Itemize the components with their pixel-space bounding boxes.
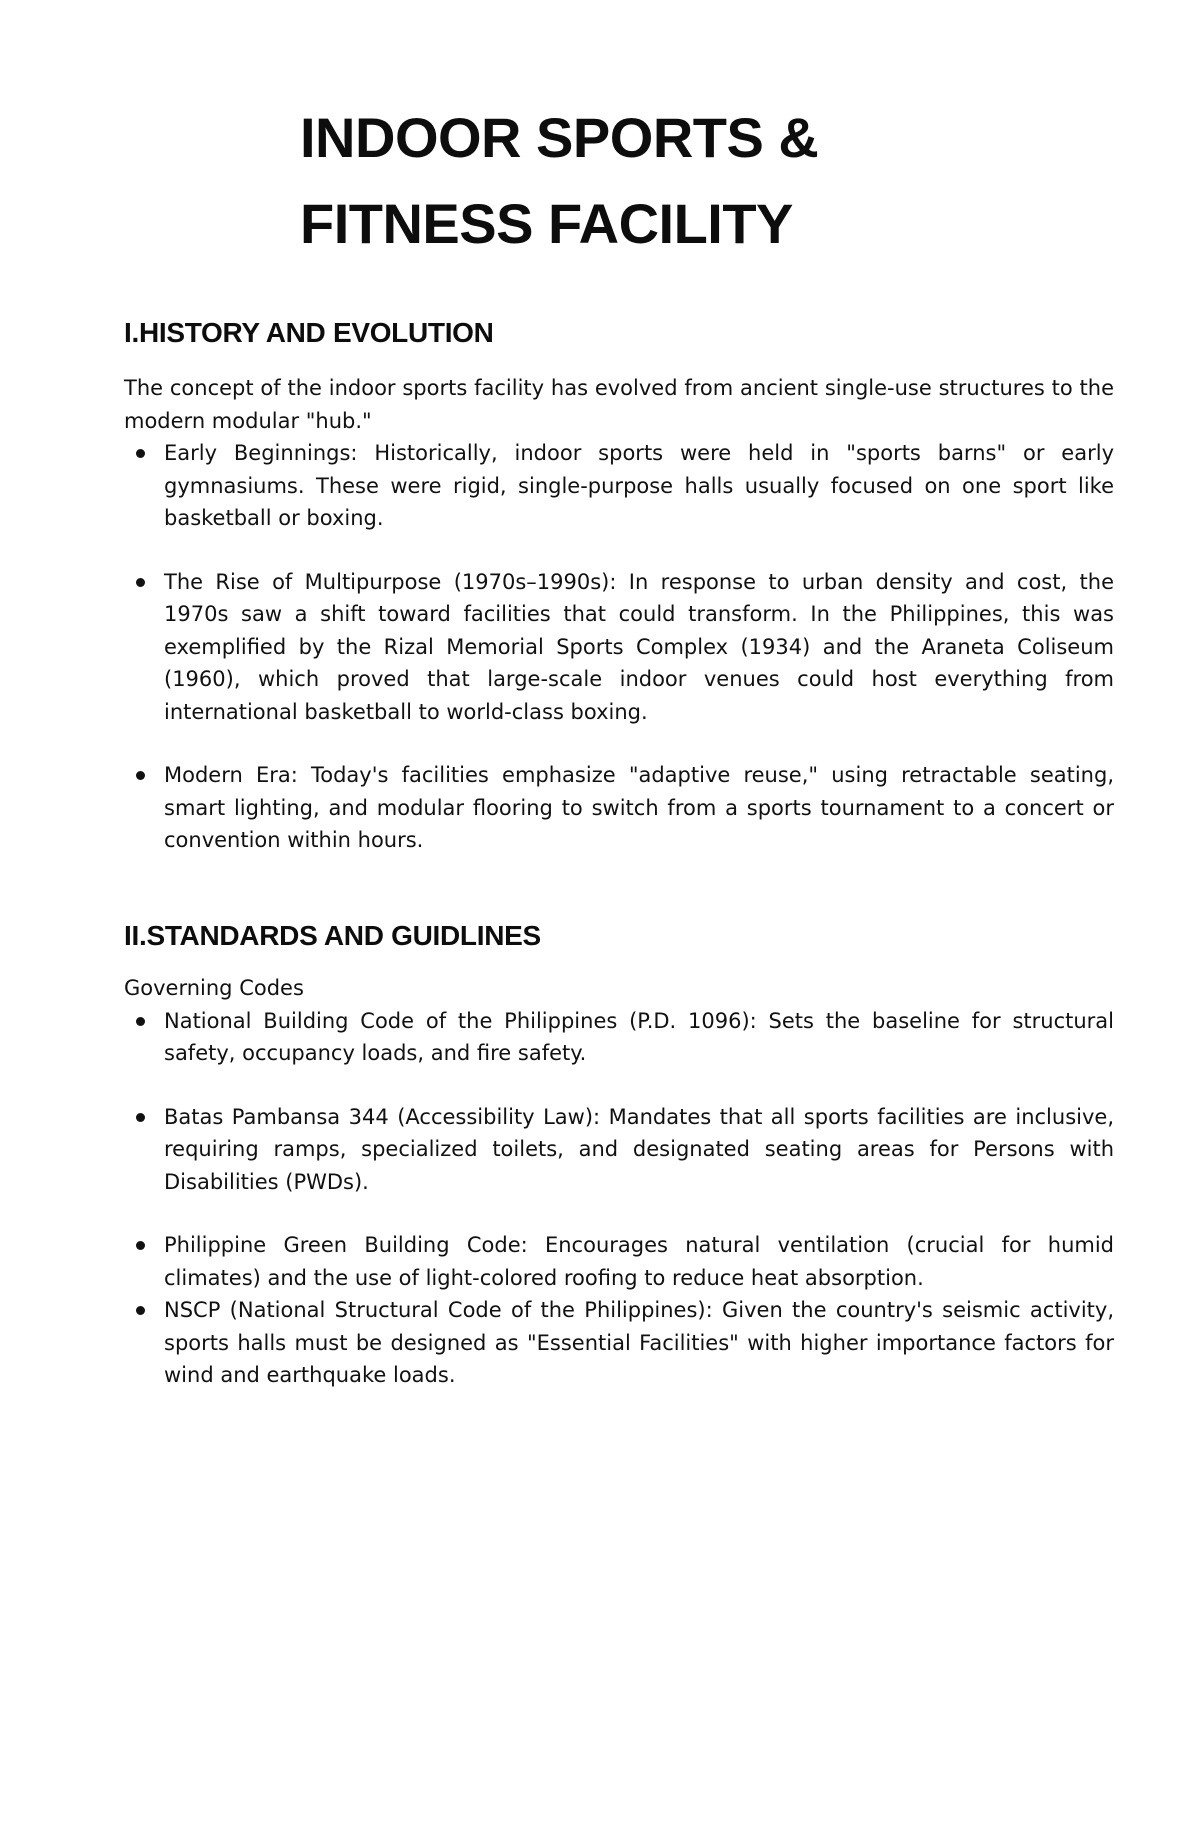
bullet-text: The Rise of Multipurpose (1970s–1990s): In response to urban density and cost, the 1970s saw a shift toward facilities that could transform. In the Philippines, this was exemplified by the Rizal Memorial Sports Complex (1934) and the Araneta Coliseum (1960), which proved that large-scale indoor venues could host everything from international basketball to world-class boxing. (164, 569, 1114, 724)
bullet-modern-era (124, 759, 1114, 857)
page-title (300, 95, 1020, 267)
page-title-line-1: INDOOR SPORTS & (300, 106, 819, 169)
standards-bullet-list (124, 1005, 1114, 1392)
bullet-batas-pambansa-344 (124, 1101, 1114, 1199)
page-title-line-2: FITNESS FACILITY (300, 192, 793, 255)
section-heading-history: I.HISTORY AND EVOLUTION (124, 317, 494, 348)
section-standards (124, 918, 1114, 1392)
bullet-dot (136, 1017, 145, 1026)
section-heading-standards: II.STANDARDS AND GUIDLINES (124, 920, 541, 951)
history-bullet-list (124, 437, 1114, 857)
bullet-dot (136, 771, 145, 780)
section-intro-history: The concept of the indoor sports facility has evolved from ancient single-use structures to the modern modular "hub." (124, 376, 1114, 433)
bullet-nscp (124, 1294, 1114, 1392)
bullet-dot (136, 578, 145, 587)
bullet-text: National Building Code of the Philippines (P.D. 1096): Sets the baseline for structural safety, occupancy loads, and fire safety. (164, 1008, 1114, 1065)
bullet-rise-of-multipurpose (124, 566, 1114, 729)
bullet-text: Batas Pambansa 344 (Accessibility Law): Mandates that all sports facilities are inclusive, requiring ramps, specialized toilets, and designated seating areas for Persons with Disabilities (PWDs). (164, 1104, 1114, 1194)
bullet-early-beginnings (124, 437, 1114, 535)
bullet-text: Philippine Green Building Code: Encourages natural ventilation (crucial for humid climates) and the use of light-colored roofing to reduce heat absorption. (164, 1233, 1114, 1290)
section-intro-standards: Governing Codes (124, 976, 304, 1000)
bullet-green-building-code (124, 1229, 1114, 1294)
bullet-dot (136, 449, 145, 458)
section-history (124, 315, 1114, 857)
bullet-text: Modern Era: Today's facilities emphasize "adaptive reuse," using retractable seating, smart lighting, and modular flooring to switch from a sports tournament to a concert or convention within hours. (164, 763, 1114, 852)
bullet-text: Early Beginnings: Historically, indoor sports were held in "sports barns" or early gymnasiums. These were rigid, single-purpose halls usually focused on one sport like basketball or boxing. (164, 441, 1114, 530)
bullet-national-building-code (124, 1005, 1114, 1070)
bullet-dot (136, 1113, 145, 1122)
bullet-dot (136, 1306, 145, 1315)
bullet-dot (136, 1241, 145, 1250)
bullet-text: NSCP (National Structural Code of the Philippines): Given the country's seismic activity, sports halls must be designed as "Essential Facilities" with higher importance factors for wind and earthquake loads. (164, 1298, 1114, 1387)
